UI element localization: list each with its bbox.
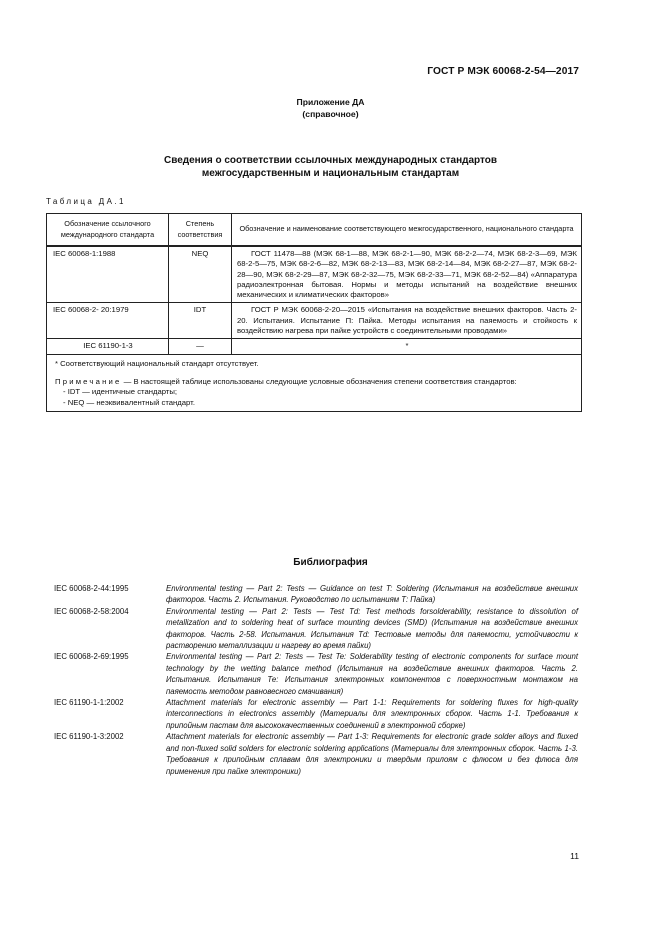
note-text: — В настоящей таблице использованы следующие условные обозначения степени соответствия стандартов: [121,376,517,386]
table-notes-row [47,354,582,411]
row-national-standard: ГОСТ 11478—88 (МЭК 68-1—88, МЭК 68-2-1—90, МЭК 68-2-2—74, МЭК 68-2-3—69, МЭК 68-2-5—75, МЭК 68-2-6—82, МЭК 68-2-13—83, МЭК 68-2-14—84, МЭК 68-2-27—87, МЭК 68-2-28—90, МЭК 68-2-29—87, МЭК 68-2-32—75, МЭК 68-2-33—71, МЭК 68-2-52—84) «Аппаратура радиоэлектронная бытовая. Нормы и методы испытаний на воздействие внешних механических и климатических факторов» [232,246,582,303]
page-number: 11 [570,851,579,861]
table-header-row [47,214,582,247]
correspondence-table [46,213,582,412]
row-international-code: IEC 60068-2- 20:1979 [47,303,169,339]
row-national-standard: ГОСТ Р МЭК 60068-2-20—2015 «Испытания на воздействие внешних факторов. Часть 2-20. Испытания. Испытание П: Пайка. Методы испытания на паяемость и стойкость к воздействию нагрева при пайке устройств с соединительными проводами» [232,303,582,339]
section-title-line-2: межгосударственным и национальным стандартам [201,168,460,179]
table-caption: Таблица ДА.1 [46,197,126,206]
row-degree: — [169,339,232,354]
table-footnote: * Соответствующий национальный стандарт отсутствует. [55,358,259,368]
header-national-standard: Обозначение и наименование соответствующего межгосударственного, национального стандарта [232,214,582,247]
bibliography-text: Environmental testing — Part 2: Tests — Test Te: Solderability testing of electronic components for surface mount technology by the wetting balance method (Испытания на воздействие внешних факторов. Часть 2. Испытания. Испытания Те: Испытания электронных компонентов с поверхностным монтажом на паяемость методом равновесного смачивания) [166,652,578,696]
annex-title: Приложение ДА [296,97,365,107]
bibliography-entry [54,583,578,606]
bibliography-entry [54,731,578,777]
bibliography-code: IEC 61190-1-1:2002 [54,698,124,708]
annex-subtitle: (справочное) [302,109,359,119]
bibliography-title: Библиография [293,557,368,568]
bibliography-code: IEC 60068-2-69:1995 [54,652,129,662]
header-degree-of-conformity: Степень соответствия [169,214,232,247]
table-row [47,339,582,354]
row-national-standard: * [232,339,582,354]
document-standard-id: ГОСТ Р МЭК 60068-2-54—2017 [427,66,579,77]
note-item-neq: - NEQ — неэквивалентный стандарт. [63,397,195,407]
bibliography-entry [54,697,578,731]
row-degree: NEQ [169,246,232,303]
bibliography-text: Environmental testing — Part 2: Tests — Guidance on test T: Soldering (Испытания на воздействие внешних факторов. Часть 2. Испытания. Руководство по испытаниям Т: Пайка) [166,584,578,605]
note-label: Примечание [55,376,122,386]
row-international-code: IEC 60068-1:1988 [47,246,169,303]
bibliography-text: Attachment materials for electronic assembly — Part 1-3: Requirements for electronic grade solder alloys and fluxed and non-fluxed solid solders for electronic soldering applications (Материалы для электронных сборок. Часть 1-3. Требования к припойным сплавам для электроники и твердым прилоям с флюсом и без флюса для применения при пайке электроники) [166,732,578,776]
table-note [55,377,575,387]
note-item-idt: - IDT — идентичные стандарты; [63,387,178,397]
table-notes [47,354,582,411]
table-row [47,303,582,339]
bibliography-code: IEC 61190-1-3:2002 [54,732,124,742]
row-degree: IDT [169,303,232,339]
header-international-standard: Обозначение ссылочного международного стандарта [47,214,169,247]
row-international-code: IEC 61190-1-3 [47,339,169,354]
bibliography-entry [54,606,578,652]
bibliography-code: IEC 60068-2-58:2004 [54,606,129,616]
bibliography-text: Attachment materials for electronic assembly — Part 1-1: Requirements for soldering fluxes for high-quality interconnections in electronics assembly (Материалы для электронных сборок. Часть 1-1. Требования к припойным пастам для высококачественных соединений в электронной сборке) [166,698,578,730]
bibliography-list [54,583,578,777]
section-title-line-1: Сведения о соответствии ссылочных международных стандартов [163,155,498,166]
bibliography-text: Environmental testing — Part 2: Tests — Test Td: Test methods forsolderability, resistance to dissolution of metallization and to soldering heat of surface mounting devices (SMD) (Испытания на воздействие внешних факторов. Часть 2-58. Испытания. Испытания Td: Тестовые методы для паяемости, устойчивости к растворению металлизации и нагреву во время пайки) [166,606,578,651]
bibliography-code: IEC 60068-2-44:1995 [54,584,129,593]
bibliography-entry [54,651,578,697]
table-row [47,246,582,303]
